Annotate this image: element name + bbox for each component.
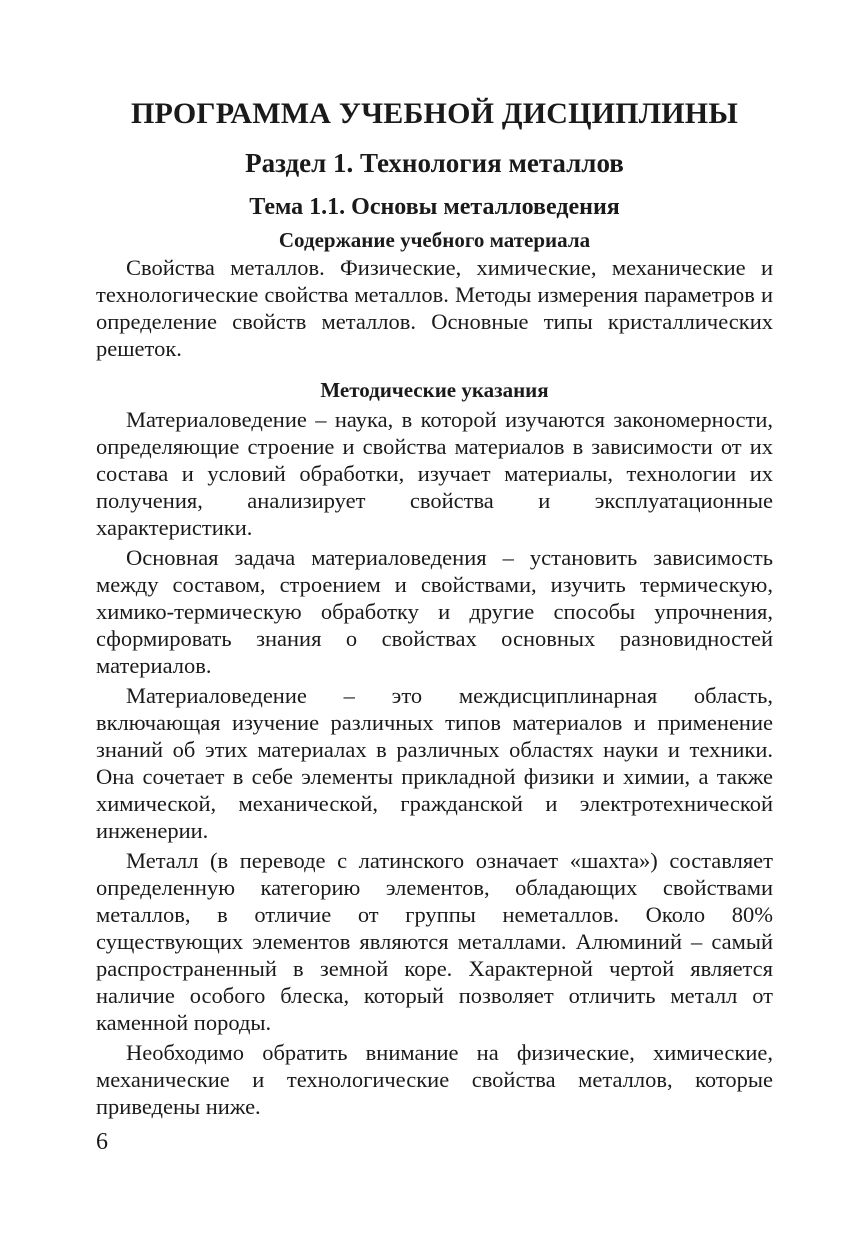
guidelines-paragraph-5: Необходимо обратить внимание на физические, химические, механические и технологические свойства металлов, которые приведены ниже.: [96, 1040, 773, 1119]
guidelines-paragraph-4: Металл (в переводе с латинского означает «шахта») составляет определенную категорию элементов, обладающих свойствами металлов, в отличие от группы неметаллов. Около 80% существующих элементов являются металлами. Алюминий – самый распространенный в земной коре. Характерной чертой является наличие особого блеска, который позволяет отличить металл от каменной породы.: [96, 848, 773, 1035]
content-heading: Содержание учебного материала: [278, 228, 591, 252]
guidelines-heading: Методические указания: [320, 378, 549, 402]
guidelines-paragraph-2: Основная задача материаловедения – установить зависимость между составом, строением и свойствами, изучить термическую, химико-термическую обработку и другие способы упрочнения, сформировать знания о свойствах основных разновидностей материалов.: [96, 545, 773, 678]
guidelines-paragraph-3: Материаловедение – это междисциплинарная область, включающая изучение различных типов материалов и применение знаний об этих материалах в различных областях науки и техники. Она сочетает в себе элементы прикладной физики и химии, а также химической, механической, гражданской и электротехнической инженерии.: [96, 683, 773, 843]
topic-title: Тема 1.1. Основы металловедения: [249, 194, 620, 220]
section-title: Раздел 1. Технология металлов: [245, 148, 624, 178]
program-title: ПРОГРАММА УЧЕБНОЙ ДИСЦИПЛИНЫ: [131, 97, 738, 130]
page-number: 6: [96, 1129, 108, 1155]
guidelines-paragraph-1: Материаловедение – наука, в которой изучаются закономерности, определяющие строение и свойства материалов в зависимости от их состава и условий обработки, изучает материалы, технологии их получения, анализирует свойства и эксплуатационные характеристики.: [96, 407, 773, 540]
document-page: [96, 96, 773, 1120]
content-paragraph: Свойства металлов. Физические, химические, механические и технологические свойства металлов. Методы измерения параметров и определение свойств металлов. Основные типы кристаллических решеток.: [96, 255, 773, 361]
